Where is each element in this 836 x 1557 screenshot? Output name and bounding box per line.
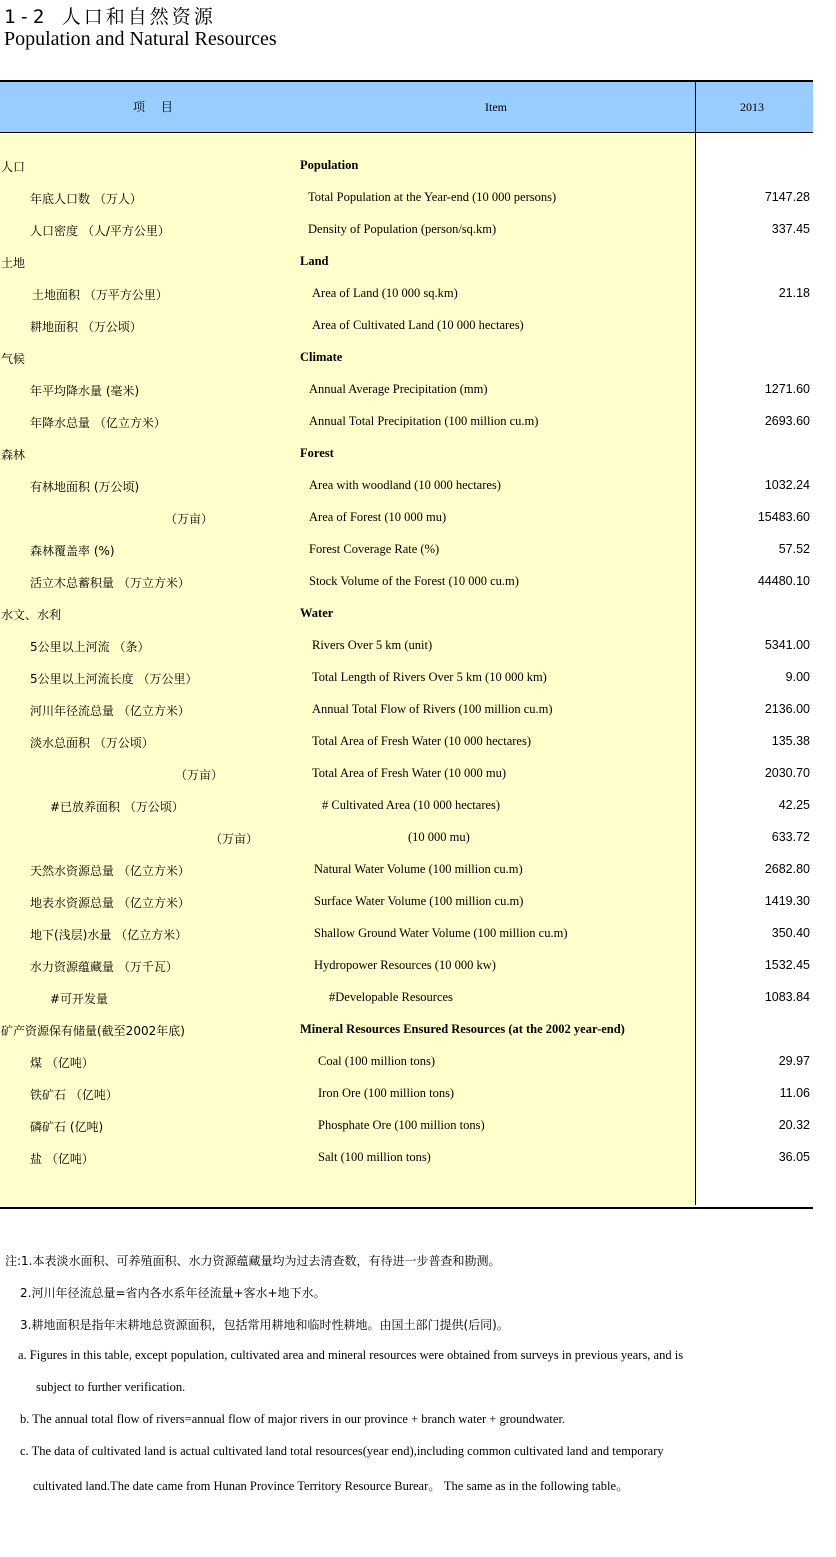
footnote: a. Figures in this table, except population, cultivated area and mineral resources were obtained from surveys in previous years, and is — [18, 1348, 684, 1362]
item-en: Total Population at the Year-end (10 000 persons) — [308, 190, 557, 204]
item-cn: 年降水总量 （亿立方米） — [30, 416, 166, 430]
item-cn: 铁矿石 （亿吨） — [30, 1088, 118, 1102]
value-2013: 350.40 — [771, 926, 810, 940]
item-en: Surface Water Volume (100 million cu.m) — [314, 894, 524, 908]
value-2013: 135.38 — [771, 734, 810, 748]
header-item-cn: 项 目 — [133, 100, 179, 114]
item-cn: 5公里以上河流长度 （万公里） — [30, 672, 198, 686]
value-2013: 36.05 — [778, 1150, 810, 1164]
value-2013: 1532.45 — [764, 958, 810, 972]
item-en: Water — [300, 606, 334, 620]
item-cn: 矿产资源保有储量(截至2002年底) — [1, 1024, 185, 1038]
value-2013: 44480.10 — [757, 574, 810, 588]
item-cn: 年平均降水量 (毫米) — [30, 384, 140, 398]
item-en: Density of Population (person/sq.km) — [308, 222, 497, 236]
table-row — [0, 702, 813, 734]
table-row — [0, 574, 813, 606]
footnote: 2.河川年径流总量=省内各水系年径流量+客水+地下水。 — [20, 1286, 326, 1300]
item-cn: （万亩） — [210, 832, 259, 846]
value-2013: 2682.80 — [764, 862, 810, 876]
item-en: Total Length of Rivers Over 5 km (10 000 km) — [312, 670, 547, 684]
table-row — [0, 1118, 813, 1150]
item-en: Area of Land (10 000 sq.km) — [312, 286, 458, 300]
page-title-en: Population and Natural Resources — [4, 28, 277, 50]
table-row — [0, 382, 813, 414]
table-header — [0, 82, 813, 133]
item-en: Rivers Over 5 km (unit) — [312, 638, 433, 652]
table-row — [0, 510, 813, 542]
item-en: Area of Cultivated Land (10 000 hectares) — [312, 318, 524, 332]
value-2013: 337.45 — [771, 222, 810, 236]
item-cn: 煤 （亿吨） — [30, 1056, 94, 1070]
item-cn: （万亩） — [165, 512, 214, 526]
item-en: Annual Average Precipitation (mm) — [309, 382, 488, 396]
footnote: cultivated land.The date came from Hunan Province Territory Resource Burear。 The same as in the following table。 — [33, 1479, 629, 1493]
footnote: 注:1.本表淡水面积、可养殖面积、水力资源蕴藏量均为过去清查数，有待进一步普查和勘测。 — [5, 1254, 501, 1268]
value-2013: 2693.60 — [764, 414, 810, 428]
item-cn: 森林覆盖率 (%) — [30, 544, 115, 558]
item-cn: 人口 — [1, 160, 26, 174]
table-row — [0, 318, 813, 350]
section-row — [0, 606, 813, 638]
section-row — [0, 1022, 813, 1054]
item-cn: 河川年径流总量 （亿立方米） — [30, 704, 190, 718]
table-row — [0, 1054, 813, 1086]
header-year: 2013 — [740, 100, 764, 114]
item-en: Salt (100 million tons) — [318, 1150, 431, 1164]
value-2013: 1271.60 — [764, 382, 810, 396]
table-row — [0, 1086, 813, 1118]
item-en: # Cultivated Area (10 000 hectares) — [322, 798, 501, 812]
item-cn: 耕地面积 （万公顷） — [30, 320, 142, 334]
section-row — [0, 254, 813, 286]
item-en: Area of Forest (10 000 mu) — [309, 510, 447, 524]
section-row — [0, 350, 813, 382]
item-cn: 人口密度 （人/平方公里） — [30, 224, 170, 238]
value-2013: 20.32 — [778, 1118, 810, 1132]
value-2013: 1083.84 — [764, 990, 810, 1004]
item-en: Hydropower Resources (10 000 kw) — [314, 958, 496, 972]
table-row — [0, 734, 813, 766]
item-cn: #已放养面积 （万公顷） — [50, 800, 184, 814]
table-row — [0, 862, 813, 894]
table-row — [0, 1150, 813, 1182]
table-row — [0, 766, 813, 798]
item-cn: 气候 — [1, 352, 26, 366]
footnote: c. The data of cultivated land is actual cultivated land total resources(year end),including common cultivated land and temporary — [20, 1444, 664, 1458]
item-en: Natural Water Volume (100 million cu.m) — [314, 862, 523, 876]
value-2013: 42.25 — [778, 798, 810, 812]
value-2013: 2030.70 — [764, 766, 810, 780]
item-en: Area with woodland (10 000 hectares) — [309, 478, 501, 492]
table-row — [0, 670, 813, 702]
item-cn: 水文、水利 — [1, 608, 62, 622]
footnote: subject to further verification. — [36, 1380, 186, 1394]
footnote: b. The annual total flow of rivers=annual flow of major rivers in our province + branch water + groundwater. — [20, 1412, 566, 1426]
value-2013: 1419.30 — [764, 894, 810, 908]
value-2013: 21.18 — [778, 286, 810, 300]
item-en: Climate — [300, 350, 343, 364]
table-row — [0, 638, 813, 670]
value-2013: 2136.00 — [764, 702, 810, 716]
item-cn: 年底人口数 （万人） — [30, 192, 142, 206]
item-cn: 5公里以上河流 （条） — [30, 640, 150, 654]
value-2013: 15483.60 — [757, 510, 810, 524]
item-cn: 活立木总蓄积量 （万立方米） — [30, 576, 190, 590]
item-en: Forest Coverage Rate (%) — [309, 542, 440, 556]
value-2013: 7147.28 — [764, 190, 810, 204]
item-en: Forest — [300, 446, 334, 460]
item-cn: 磷矿石 (亿吨) — [30, 1120, 104, 1134]
item-en: Total Area of Fresh Water (10 000 mu) — [312, 766, 507, 780]
item-cn: #可开发量 — [50, 992, 109, 1006]
table-row — [0, 958, 813, 990]
page-title-cn: 1-2 人口和自然资源 — [4, 6, 216, 28]
item-cn: 天然水资源总量 （亿立方米） — [30, 864, 190, 878]
item-cn: 水力资源蕴藏量 （万千瓦） — [30, 960, 178, 974]
value-2013: 5341.00 — [764, 638, 810, 652]
value-2013: 11.06 — [779, 1086, 810, 1100]
item-cn: 盐 （亿吨） — [30, 1152, 94, 1166]
section-row — [0, 446, 813, 478]
item-cn: 地表水资源总量 （亿立方米） — [30, 896, 190, 910]
table-row — [0, 222, 813, 254]
table-row — [0, 414, 813, 446]
section-row — [0, 158, 813, 190]
item-cn: 土地面积 （万平方公里） — [32, 288, 168, 302]
item-en: Mineral Resources Ensured Resources (at the 2002 year-end) — [300, 1022, 625, 1036]
item-en: (10 000 mu) — [408, 830, 470, 844]
item-cn: 森林 — [1, 448, 26, 462]
item-cn: 地下(浅层)水量 （亿立方米） — [30, 928, 188, 942]
value-2013: 57.52 — [778, 542, 810, 556]
value-2013: 633.72 — [771, 830, 810, 844]
item-en: Iron Ore (100 million tons) — [318, 1086, 455, 1100]
table-row — [0, 894, 813, 926]
value-2013: 29.97 — [778, 1054, 810, 1068]
item-en: Phosphate Ore (100 million tons) — [318, 1118, 485, 1132]
item-en: Population — [300, 158, 359, 172]
item-en: Coal (100 million tons) — [318, 1054, 436, 1068]
footnote: 3.耕地面积是指年末耕地总资源面积，包括常用耕地和临时性耕地。由国土部门提供(后同)。 — [20, 1318, 509, 1332]
value-2013: 9.00 — [785, 670, 810, 684]
item-en: Total Area of Fresh Water (10 000 hectares) — [312, 734, 531, 748]
item-en: Land — [300, 254, 329, 268]
table-row — [0, 190, 813, 222]
item-en: Shallow Ground Water Volume (100 million cu.m) — [314, 926, 568, 940]
table-row — [0, 286, 813, 318]
item-en: Annual Total Precipitation (100 million cu.m) — [309, 414, 539, 428]
header-item-en: Item — [485, 100, 507, 114]
table-row — [0, 926, 813, 958]
item-en: #Developable Resources — [329, 990, 453, 1004]
item-cn: 淡水总面积 （万公顷） — [30, 736, 154, 750]
value-2013: 1032.24 — [764, 478, 810, 492]
data-table — [0, 80, 813, 1209]
item-en: Stock Volume of the Forest (10 000 cu.m) — [309, 574, 519, 588]
item-en: Annual Total Flow of Rivers (100 million cu.m) — [312, 702, 553, 716]
table-row — [0, 830, 813, 862]
item-cn: 土地 — [1, 256, 26, 270]
table-row — [0, 990, 813, 1022]
table-row — [0, 542, 813, 574]
table-row — [0, 798, 813, 830]
item-cn: 有林地面积 (万公顷) — [30, 480, 140, 494]
table-row — [0, 478, 813, 510]
item-cn: （万亩） — [175, 768, 224, 782]
